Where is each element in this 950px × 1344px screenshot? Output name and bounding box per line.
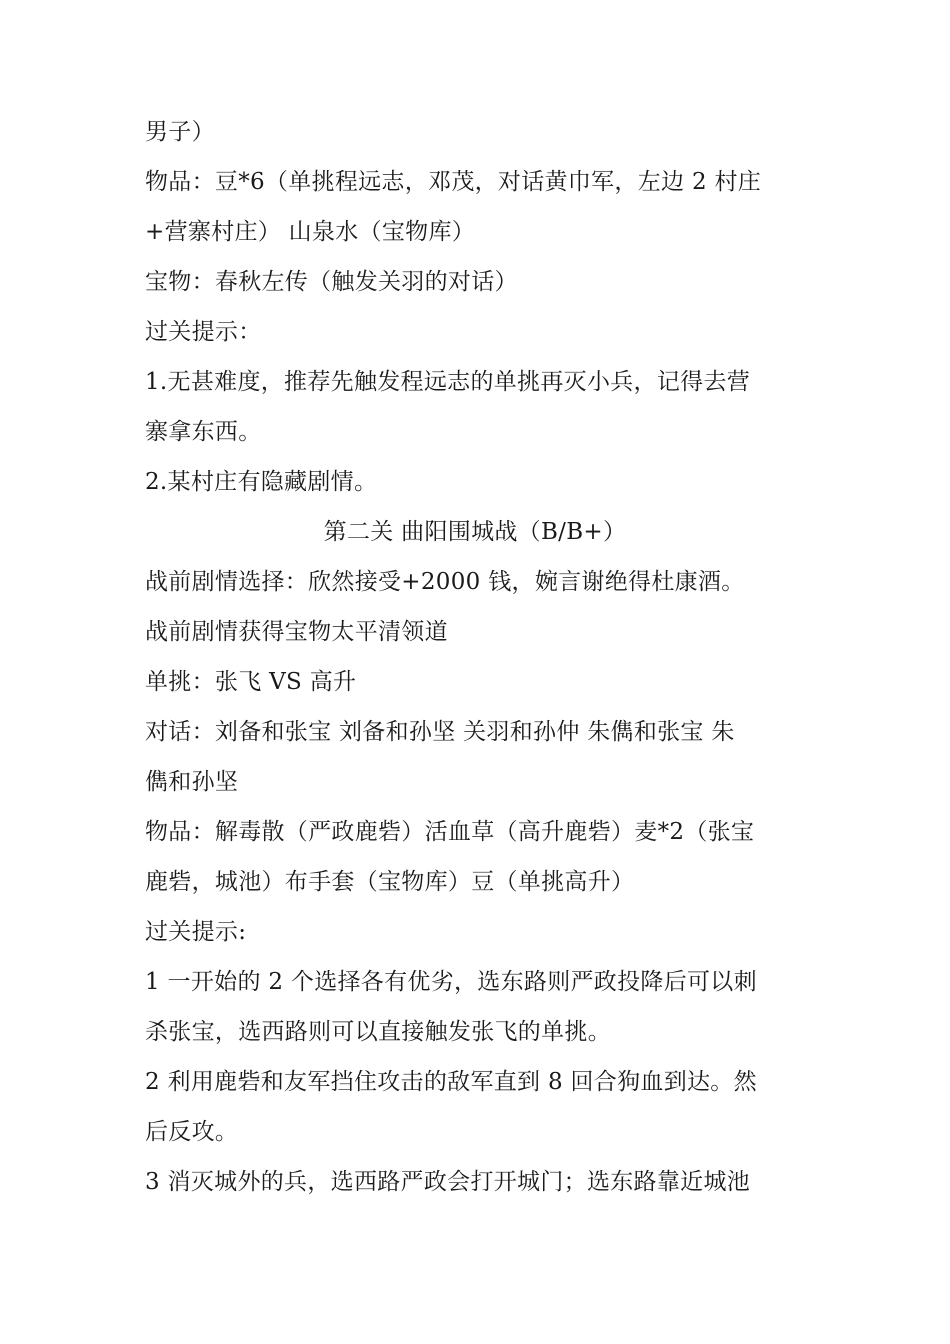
text-line: 儁和孙坚 [145, 769, 239, 795]
text-line: 3 消灭城外的兵，选西路严政会打开城门；选东路靠近城池 [145, 1169, 751, 1195]
text-line: 男子） [145, 119, 215, 145]
text-line: 物品：豆*6（单挑程远志，邓茂，对话黄巾军，左边 2 村庄 [145, 169, 762, 195]
section-heading: 第二关 曲阳围城战（B/B+） [323, 519, 627, 545]
text-line: 1 一开始的 2 个选择各有优劣，选东路则严政投降后可以刺 [145, 969, 757, 995]
text-line: 1.无甚难度，推荐先触发程远志的单挑再灭小兵，记得去营 [145, 369, 751, 395]
text-line: 单挑：张飞 VS 高升 [145, 669, 357, 695]
text-line: +营寨村庄） 山泉水（宝物库） [145, 219, 476, 245]
text-line: 战前剧情选择：欣然接受+2000 钱，婉言谢绝得杜康酒。 [145, 569, 745, 595]
text-line: 物品：解毒散（严政鹿砦）活血草（高升鹿砦）麦*2（张宝 [145, 819, 755, 845]
text-line: 2 利用鹿砦和友军挡住攻击的敌军直到 8 回合狗血到达。然 [145, 1069, 757, 1095]
text-line: 过关提示: [145, 919, 247, 945]
text-line: 过关提示： [145, 319, 262, 345]
text-line: 寨拿东西。 [145, 419, 262, 445]
text-line: 战前剧情获得宝物太平清领道 [145, 619, 448, 645]
text-line: 后反攻。 [145, 1119, 239, 1145]
text-line: 杀张宝，选西路则可以直接触发张飞的单挑。 [145, 1019, 611, 1045]
text-line: 2.某村庄有隐藏剧情。 [145, 469, 378, 495]
text-line: 宝物：春秋左传（触发关羽的对话） [145, 269, 518, 295]
text-line: 鹿砦，城池）布手套（宝物库）豆（单挑高升） [145, 869, 635, 895]
text-line: 对话：刘备和张宝 刘备和孙坚 关羽和孙仲 朱儁和张宝 朱 [145, 719, 735, 745]
